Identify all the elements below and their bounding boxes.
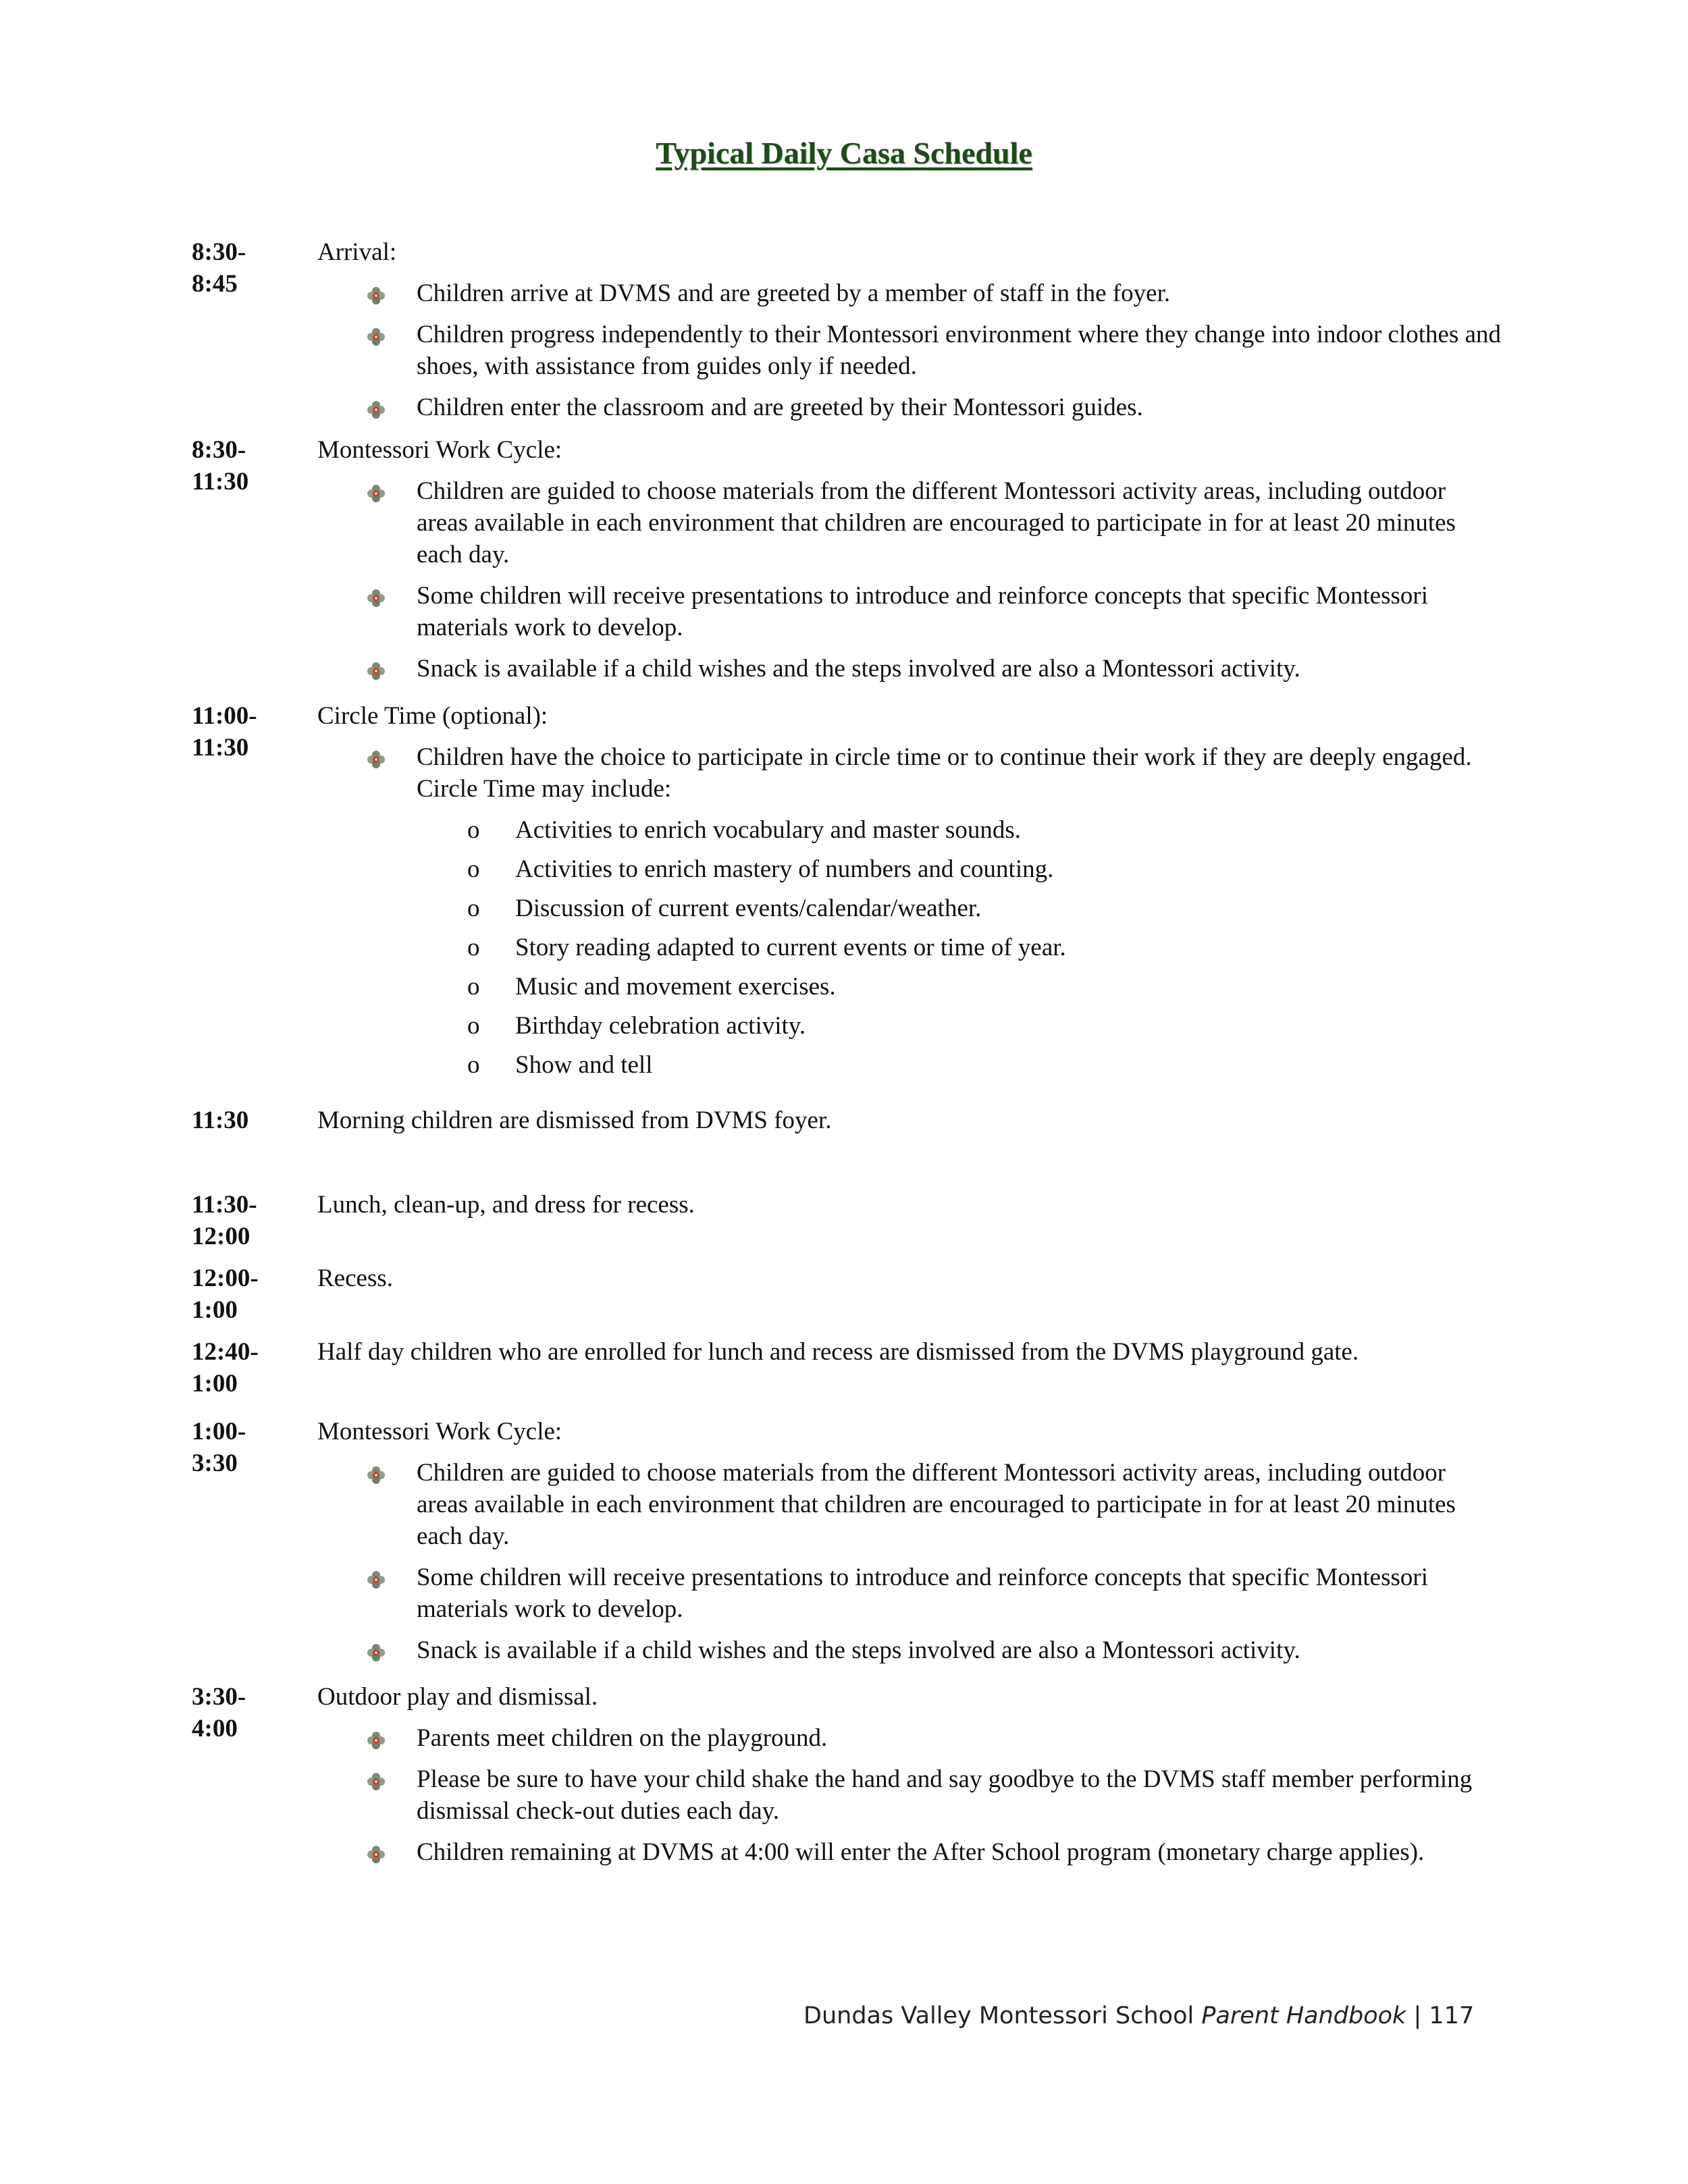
footer-separator: | xyxy=(1413,2002,1422,2029)
bullet-item: Children are guided to choose materials from the different Montessori activity areas, including outdoor areas available in each environment that children are encouraged to participate in for at least 20 minutes each day. xyxy=(317,1457,1502,1552)
sub-item: o Birthday celebration activity. xyxy=(317,1010,1502,1042)
footer-document-name: Parent Handbook xyxy=(1201,2002,1406,2029)
flower-bullet-icon xyxy=(367,1840,386,1859)
bullet-item: Some children will receive presentations to introduce and reinforce concepts that specific Montessori materials work to develop. xyxy=(317,580,1502,643)
block-heading: Outdoor play and dismissal. xyxy=(317,1683,598,1711)
flower-bullet-icon xyxy=(367,1767,386,1786)
bullet-item: Children arrive at DVMS and are greeted by a member of staff in the foyer. xyxy=(317,277,1502,309)
circle-marker: o xyxy=(467,816,480,844)
footer-school-name: Dundas Valley Montessori School xyxy=(803,2002,1194,2029)
flower-bullet-icon xyxy=(367,282,386,300)
page-title: Typical Daily Casa Schedule xyxy=(656,136,1032,170)
flower-bullet-icon xyxy=(367,1726,386,1745)
circle-marker: o xyxy=(467,934,480,961)
flower-bullet-icon xyxy=(367,1461,386,1480)
circle-marker: o xyxy=(467,973,480,1001)
bullet-item: Children have the choice to participate in circle time or to continue their work if they are deeply engaged. Circle Time may include: xyxy=(317,741,1502,805)
block-content xyxy=(317,434,1502,694)
block-content xyxy=(317,1104,1502,1146)
page-footer xyxy=(803,2002,1474,2029)
block-heading: Montessori Work Cycle: xyxy=(317,1418,562,1445)
block-content xyxy=(317,1681,1502,1877)
time-label: 11:30 xyxy=(192,1107,249,1134)
flower-bullet-icon xyxy=(367,323,386,342)
circle-marker: o xyxy=(467,855,480,883)
bullet-item: Children progress independently to their Montessori environment where they change into indoor clothes and shoes, with assistance from guides only if needed. xyxy=(317,319,1502,382)
bullet-item: Snack is available if a child wishes and the steps involved are also a Montessori activity. xyxy=(317,1634,1502,1666)
block-heading: Morning children are dismissed from DVMS foyer. xyxy=(317,1107,832,1134)
page-number: 117 xyxy=(1429,2002,1475,2029)
sub-item: o Activities to enrich mastery of numbers and counting. xyxy=(317,853,1502,885)
circle-marker: o xyxy=(467,1051,480,1079)
bullet-item: Children remaining at DVMS at 4:00 will enter the After School program (monetary charge applies). xyxy=(317,1836,1502,1868)
time-label: 11:30- 12:00 xyxy=(192,1191,257,1250)
circle-marker: o xyxy=(467,895,480,922)
flower-bullet-icon xyxy=(367,584,386,603)
bullet-item: Children enter the classroom and are greeted by their Montessori guides. xyxy=(317,392,1502,423)
sub-item: o Discussion of current events/calendar/weather. xyxy=(317,893,1502,924)
bullet-item: Snack is available if a child wishes and the steps involved are also a Montessori activity. xyxy=(317,653,1502,685)
block-heading: Montessori Work Cycle: xyxy=(317,436,562,464)
block-content xyxy=(317,1416,1502,1676)
bullet-item: Please be sure to have your child shake the hand and say goodbye to the DVMS staff member performing dismissal check-out duties each day. xyxy=(317,1763,1502,1827)
time-label: 3:30- 4:00 xyxy=(192,1683,246,1742)
sub-item: o Show and tell xyxy=(317,1049,1502,1081)
block-heading: Recess. xyxy=(317,1264,393,1292)
block-heading: Lunch, clean-up, and dress for recess. xyxy=(317,1191,695,1219)
block-heading: Circle Time (optional): xyxy=(317,702,548,730)
flower-bullet-icon xyxy=(367,745,386,764)
bullet-item: Children are guided to choose materials from the different Montessori activity areas, including outdoor areas available in each environment that children are encouraged to participate in for at least 20 minutes each day. xyxy=(317,475,1502,570)
flower-bullet-icon xyxy=(367,657,386,676)
time-label: 11:00- 11:30 xyxy=(192,702,257,762)
flower-bullet-icon xyxy=(367,396,386,415)
sub-item: o Music and movement exercises. xyxy=(317,971,1502,1003)
block-content xyxy=(317,700,1502,1088)
block-heading: Arrival: xyxy=(317,238,397,266)
time-label: 8:30- 11:30 xyxy=(192,436,249,496)
block-content xyxy=(317,236,1502,433)
time-label: 12:40- 1:00 xyxy=(192,1338,259,1397)
sub-item: o Story reading adapted to current events or time of year. xyxy=(317,932,1502,963)
block-content xyxy=(317,1336,1502,1377)
block-content xyxy=(317,1262,1502,1304)
bullet-item: Some children will receive presentations to introduce and reinforce concepts that specific Montessori materials work to develop. xyxy=(317,1562,1502,1625)
bullet-item: Parents meet children on the playground. xyxy=(317,1722,1502,1754)
time-label: 8:30- 8:45 xyxy=(192,238,246,298)
sub-item: o Activities to enrich vocabulary and master sounds. xyxy=(317,814,1502,846)
flower-bullet-icon xyxy=(367,479,386,498)
flower-bullet-icon xyxy=(367,1566,386,1584)
circle-marker: o xyxy=(467,1012,480,1040)
time-label: 1:00- 3:30 xyxy=(192,1418,246,1477)
block-content xyxy=(317,1189,1502,1230)
block-heading: Half day children who are enrolled for lunch and recess are dismissed from the DVMS playground gate. xyxy=(317,1338,1359,1366)
flower-bullet-icon xyxy=(367,1639,386,1657)
time-label: 12:00- 1:00 xyxy=(192,1264,259,1324)
